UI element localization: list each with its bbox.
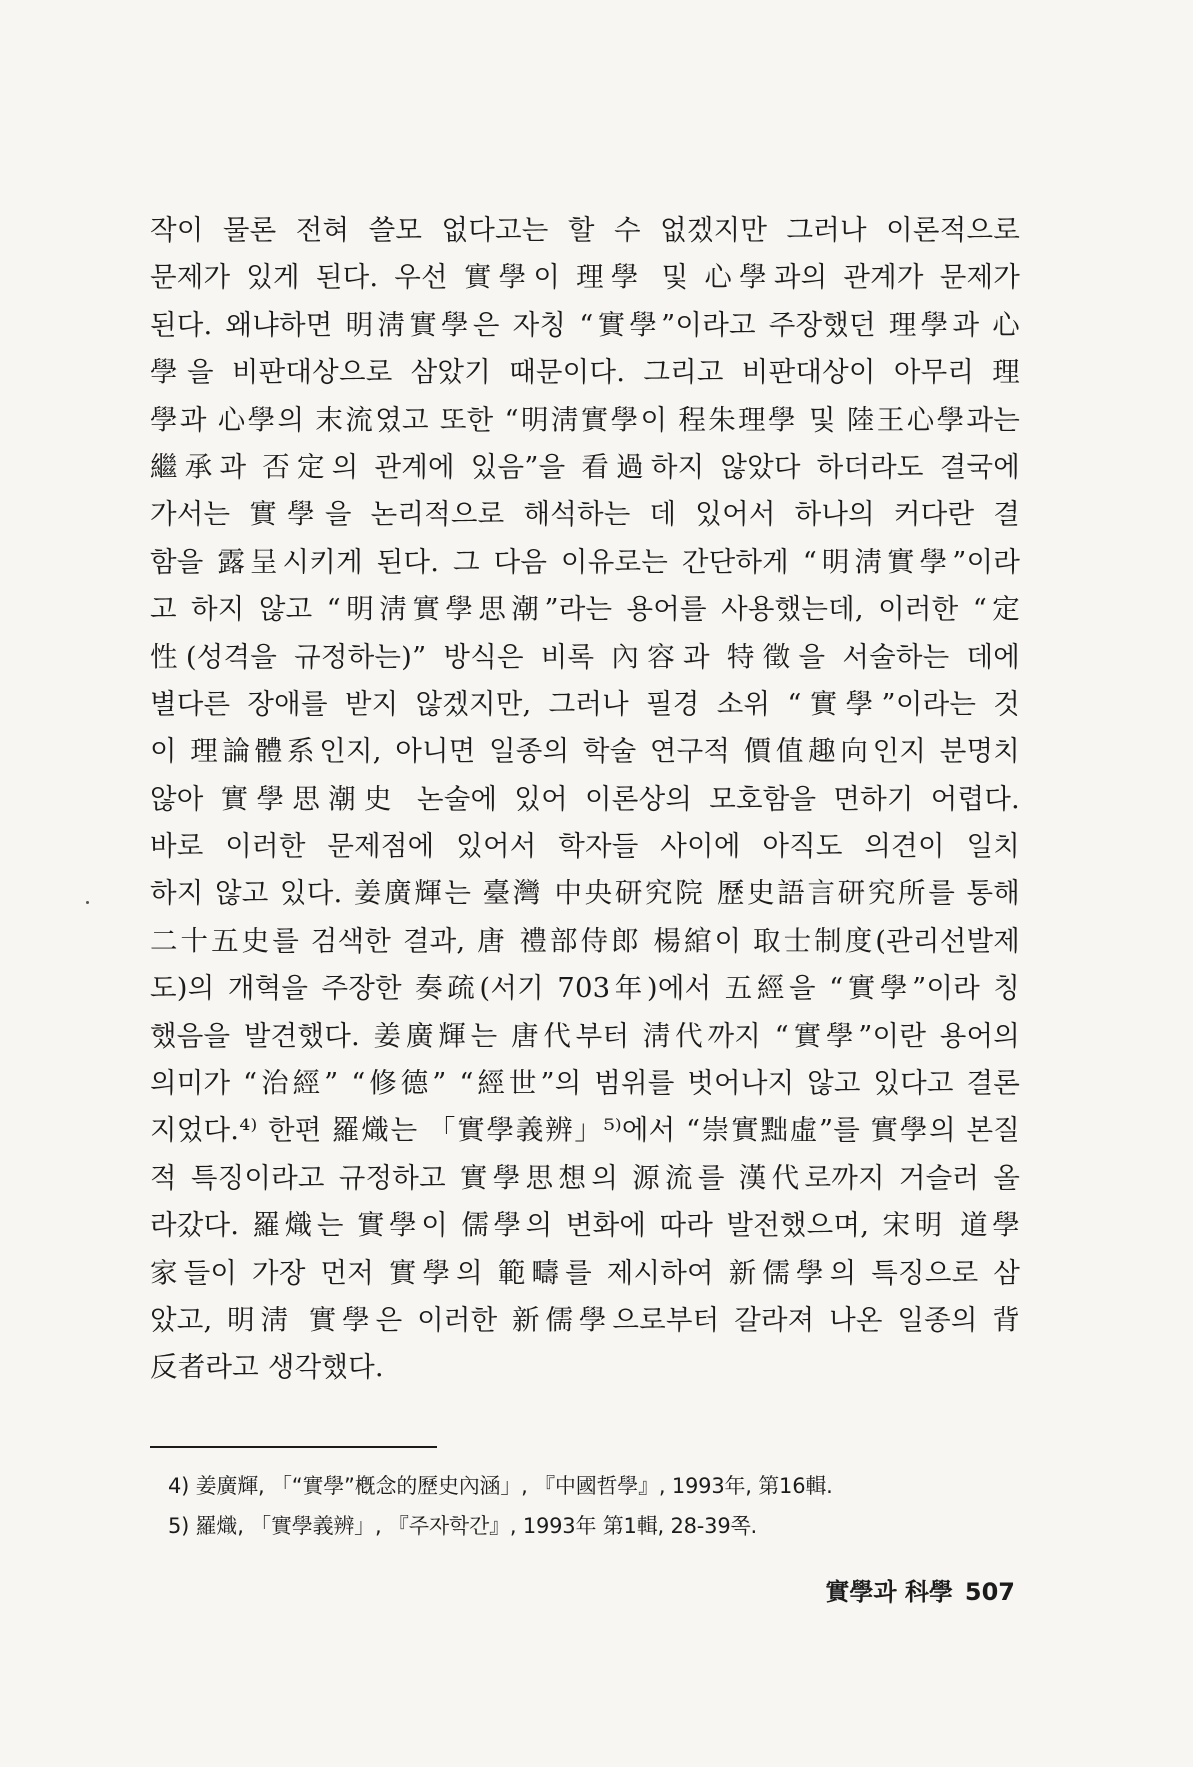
- body-line: 學을 비판대상으로 삼았기 때문이다. 그리고 비판대상이 아무리 理: [150, 356, 1020, 389]
- body-line: 적 특징이라고 규정하고 實學思想의 源流를 漢代로까지 거슬러 올: [150, 1161, 1020, 1194]
- body-line: 았고, 明淸 實學은 이러한 新儒學으로부터 갈라져 나온 일종의 背: [150, 1303, 1020, 1336]
- body-line: 二十五史를 검색한 결과, 唐 禮部侍郎 楊綰이 取士制度(관리선발제: [150, 924, 1020, 957]
- footnotes: [168, 1466, 1008, 1546]
- body-line: 바로 이러한 문제점에 있어서 학자들 사이에 아직도 의견이 일치: [150, 830, 1020, 863]
- body-line: 된다. 왜냐하면 明淸實學은 자칭 “實學”이라고 주장했던 理學과 心: [150, 308, 1020, 341]
- body-line: 하지 않고 있다. 姜廣輝는 臺灣 中央研究院 歷史語言研究所를 통해: [150, 877, 1020, 910]
- margin-mark: [86, 901, 89, 904]
- body-line: 작이 물론 전혀 쓸모 없다고는 할 수 없겠지만 그러나 이론적으로: [150, 214, 1020, 246]
- body-line: 繼承과 否定의 관계에 있음”을 看過하지 않았다 하더라도 결국에: [150, 450, 1020, 483]
- body-line: 않아 實學思潮史 논술에 있어 이론상의 모호함을 면하기 어렵다.: [150, 782, 1020, 815]
- body-line: 지었다.⁴⁾ 한편 羅熾는 「實學義辨」⁵⁾에서 “崇實黜虛”를 實學의 본질: [150, 1114, 1020, 1147]
- footnote-4: 4) 姜廣輝, 「“實學”槪念的歷史內涵」, 『中國哲學』, 1993年, 第16輯.: [168, 1474, 833, 1498]
- body-line: 문제가 있게 된다. 우선 實學이 理學 및 心學과의 관계가 문제가: [150, 261, 1020, 294]
- footnote-separator: [150, 1446, 437, 1448]
- body-line: 함을 露呈시키게 된다. 그 다음 이유로는 간단하게 “明淸實學”이라: [150, 545, 1020, 578]
- body-line: 性(성격을 규정하는)” 방식은 비록 內容과 特徵을 서술하는 데에: [150, 640, 1020, 673]
- page-number: 507: [964, 1578, 1015, 1606]
- body-text: [150, 207, 1020, 1392]
- body-line: 反者라고 생각했다.: [150, 1351, 384, 1384]
- running-footer: [825, 1572, 1015, 1607]
- body-line: 도)의 개혁을 주장한 奏疏(서기 703年)에서 五經을 “實學”이라 칭: [150, 972, 1020, 1005]
- body-line: 의미가 “治經” “修德” “經世”의 범위를 벗어나지 않고 있다고 결론: [150, 1067, 1020, 1100]
- body-line: 이 理論體系인지, 아니면 일종의 학술 연구적 價值趣向인지 분명치: [150, 735, 1020, 768]
- footnote-5: 5) 羅熾, 「實學義辨」, 『주자학간』, 1993年 第1輯, 28-39쪽.: [168, 1514, 758, 1538]
- body-line: 가서는 實學을 논리적으로 해석하는 데 있어서 하나의 커다란 결: [150, 498, 1020, 531]
- body-line: 學과 心學의 末流였고 또한 “明淸實學이 程朱理學 및 陸王心學과는: [150, 403, 1020, 436]
- body-line: 별다른 장애를 받지 않겠지만, 그러나 필경 소위 “實學”이라는 것: [150, 687, 1020, 720]
- body-line: 家들이 가장 먼저 實學의 範疇를 제시하여 新儒學의 특징으로 삼: [150, 1256, 1020, 1289]
- running-title: 實學과 科學: [825, 1578, 953, 1606]
- body-line: 고 하지 않고 “明淸實學思潮”라는 용어를 사용했는데, 이러한 “定: [150, 593, 1020, 626]
- body-line: 했음을 발견했다. 姜廣輝는 唐代부터 淸代까지 “實學”이란 용어의: [150, 1019, 1020, 1052]
- body-line: 라갔다. 羅熾는 實學이 儒學의 변화에 따라 발전했으며, 宋明 道學: [150, 1209, 1020, 1242]
